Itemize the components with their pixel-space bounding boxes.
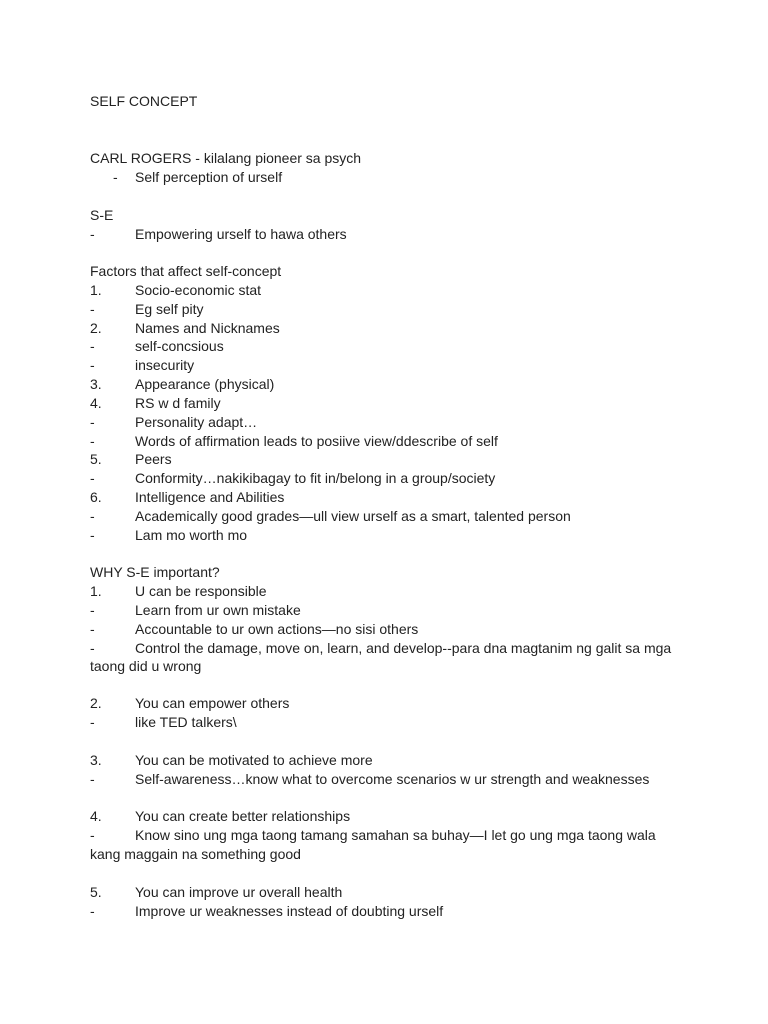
list-marker: 6. (90, 489, 102, 505)
list-item: RS w d family (135, 395, 221, 411)
list-marker: 5. (90, 451, 102, 467)
se-marker: - (90, 226, 95, 242)
list-marker: - (90, 602, 95, 618)
list-item: self-concsious (135, 338, 224, 354)
list-marker: 1. (90, 282, 102, 298)
rogers-bullet-marker: - (113, 169, 118, 185)
list-item: Appearance (physical) (135, 376, 275, 392)
list-item: like TED talkers\ (135, 714, 237, 730)
se-text: Empowering urself to hawa others (135, 226, 347, 242)
list-marker: 4. (90, 808, 102, 824)
se-heading: S-E (90, 207, 114, 223)
list-marker: - (90, 640, 95, 656)
list-marker: 2. (90, 695, 102, 711)
list-item-continuation: kang maggain na something good (90, 846, 301, 862)
list-marker: 3. (90, 376, 102, 392)
list-item: You can be motivated to achieve more (135, 752, 373, 768)
list-item: Words of affirmation leads to posiive view/ddescribe of self (135, 433, 498, 449)
list-item: Personality adapt… (135, 414, 258, 430)
list-item: You can empower others (135, 695, 290, 711)
list-item: Peers (135, 451, 172, 467)
doc-title: SELF CONCEPT (90, 93, 198, 109)
list-item: Eg self pity (135, 301, 204, 317)
list-item: Improve ur weaknesses instead of doubting urself (135, 903, 444, 919)
list-item: Academically good grades—ull view urself as a smart, talented person (135, 508, 571, 524)
list-marker: - (90, 470, 95, 486)
list-item: Socio-economic stat (135, 282, 262, 298)
list-item-continuation: taong did u wrong (90, 658, 202, 674)
factors-heading: Factors that affect self-concept (90, 263, 282, 279)
list-marker: - (90, 903, 95, 919)
list-item: Control the damage, move on, learn, and develop--para dna magtanim ng galit sa mga (135, 640, 672, 656)
list-marker: 5. (90, 884, 102, 900)
list-item: U can be responsible (135, 583, 267, 599)
list-marker: 3. (90, 752, 102, 768)
list-marker: - (90, 338, 95, 354)
list-marker: - (90, 527, 95, 543)
list-item: Accountable to ur own actions—no sisi others (135, 621, 419, 637)
list-item: Names and Nicknames (135, 320, 280, 336)
list-item: Conformity…nakikibagay to fit in/belong in a group/society (135, 470, 496, 486)
list-item: Intelligence and Abilities (135, 489, 285, 505)
list-marker: - (90, 714, 95, 730)
list-marker: - (90, 433, 95, 449)
list-marker: - (90, 621, 95, 637)
list-item: You can create better relationships (135, 808, 351, 824)
list-marker: - (90, 301, 95, 317)
list-marker: 4. (90, 395, 102, 411)
list-item: You can improve ur overall health (135, 884, 343, 900)
list-item: Self-awareness…know what to overcome scenarios w ur strength and weaknesses (135, 771, 650, 787)
list-marker: 1. (90, 583, 102, 599)
list-marker: 2. (90, 320, 102, 336)
list-item: insecurity (135, 357, 195, 373)
list-marker: - (90, 827, 95, 843)
rogers-bullet: Self perception of urself (135, 169, 283, 185)
list-marker: - (90, 771, 95, 787)
list-marker: - (90, 414, 95, 430)
rogers-heading: CARL ROGERS - kilalang pioneer sa psych (90, 150, 362, 166)
list-marker: - (90, 508, 95, 524)
list-item: Learn from ur own mistake (135, 602, 301, 618)
why-heading: WHY S-E important? (90, 564, 220, 580)
list-item: Lam mo worth mo (135, 527, 248, 543)
list-item: Know sino ung mga taong tamang samahan sa buhay—I let go ung mga taong wala (135, 827, 656, 843)
list-marker: - (90, 357, 95, 373)
